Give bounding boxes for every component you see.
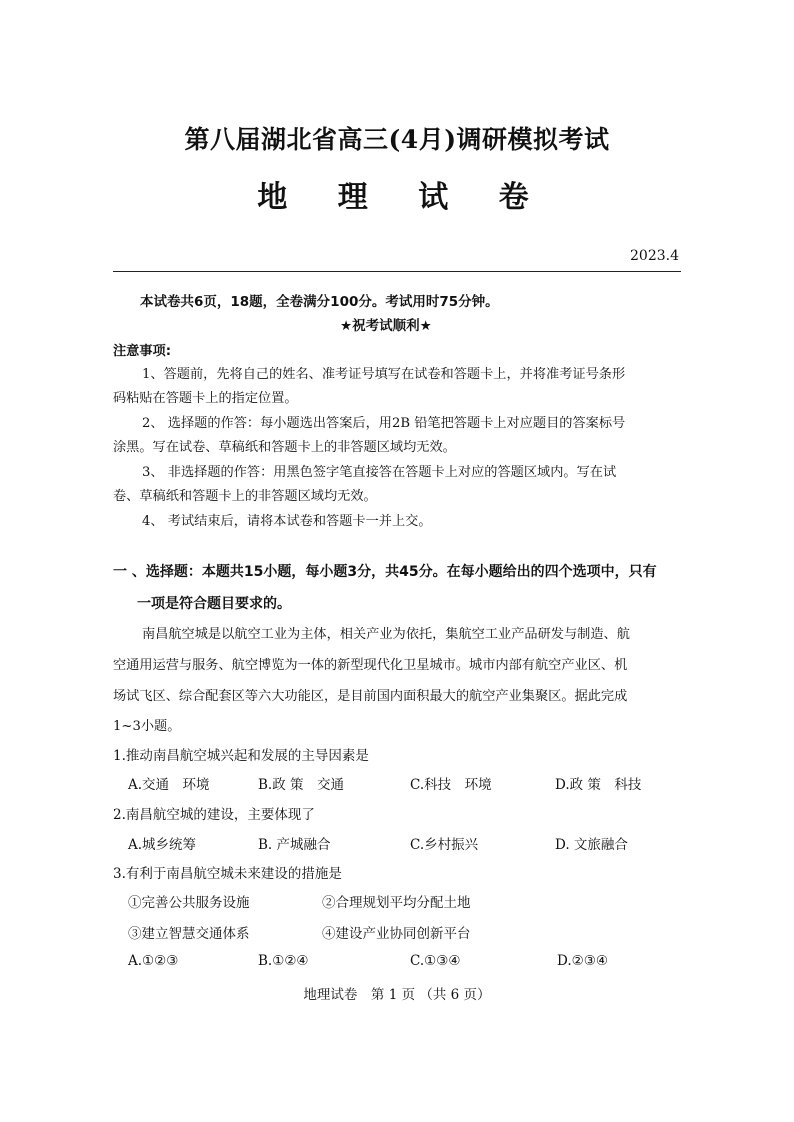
note-3-line-1: 3、 非选择题的作答：用黑色签字笔直接答在答题卡上对应的答题区域内。写在试: [142, 465, 617, 480]
subject-title: 地 理 试 卷: [257, 180, 549, 215]
notes-heading: 注意事项:: [113, 344, 172, 359]
question-3-statement-1: ①完善公共服务设施: [128, 895, 250, 911]
note-2-line-2: 涂黑。写在试卷、草稿纸和答题卡上的非答题区域均无效。: [113, 440, 456, 455]
question-3-option-c: C.①③④: [410, 953, 461, 969]
passage-line-2: 空通用运营与服务、航空博览为一体的新型现代化卫星城市。城市内部有航空产业区、机: [113, 658, 628, 673]
question-1-option-a: A.交通 环境: [128, 777, 210, 793]
exam-summary: 本试卷共6页，18题，全卷满分100分。考试用时75分钟。: [140, 294, 499, 310]
question-3-statement-4: ④建设产业协同创新平台: [322, 926, 471, 942]
note-1-line-2: 码粘贴在答题卡上的指定位置。: [113, 391, 298, 406]
question-1-option-b: B.政 策 交通: [258, 777, 345, 793]
question-3-option-b: B.①②④: [258, 953, 309, 969]
page-footer: 地理试卷 第 1 页 （共 6 页）: [303, 987, 491, 1003]
question-1-option-d: D.政 策 科技: [555, 777, 642, 793]
question-3-option-a: A.①②③: [128, 953, 179, 969]
header-divider: [113, 271, 681, 272]
question-2-stem: 2.南昌航空城的建设，主要体现了: [113, 807, 315, 823]
note-4: 4、 考试结束后，请将本试卷和答题卡一并上交。: [142, 514, 432, 529]
note-2-line-1: 2、 选择题的作答：每小题选出答案后，用2B 铅笔把答题卡上对应题目的答案标号: [142, 416, 626, 431]
exam-date: 2023.4: [630, 248, 679, 264]
section-1-heading-line-2: 一项是符合题目要求的。: [137, 596, 291, 612]
question-3-stem: 3.有利于南昌航空城未来建设的措施是: [113, 866, 342, 882]
passage-line-1: 南昌航空城是以航空工业为主体，相关产业为依托，集航空工业产品研发与制造、航: [142, 627, 630, 642]
question-1-option-c: C.科技 环境: [410, 777, 492, 793]
note-1-line-1: 1、答题前，先将自己的姓名、准考证号填写在试卷和答题卡上，并将准考证号条形: [142, 367, 626, 382]
passage-line-3: 场试飞区、综合配套区等六大功能区，是目前国内面积最大的航空产业集聚区。据此完成: [113, 689, 628, 704]
exam-title: 第八届湖北省高三(4月)调研模拟考试: [184, 125, 610, 154]
question-3-statement-3: ③建立智慧交通体系: [128, 926, 250, 942]
question-2-option-d: D. 文旅融合: [555, 837, 628, 853]
question-2-option-c: C.乡村振兴: [410, 837, 479, 853]
question-2-option-b: B. 产城融合: [258, 837, 331, 853]
passage-line-4: 1~3小题。: [113, 719, 181, 734]
question-2-option-a: A.城乡统筹: [128, 837, 197, 853]
question-3-option-d: D.②③④: [557, 953, 608, 969]
section-1-heading-line-1: 一 、选择题：本题共15小题，每小题3分，共45分。在每小题给出的四个选项中，只有: [113, 564, 657, 580]
note-3-line-2: 卷、草稿纸和答题卡上的非答题区域均无效。: [113, 489, 377, 504]
question-1-stem: 1.推动南昌航空城兴起和发展的主导因素是: [113, 748, 369, 764]
question-3-statement-2: ②合理规划平均分配土地: [322, 895, 471, 911]
good-luck-line: ★祝考试顺利★: [340, 318, 432, 334]
